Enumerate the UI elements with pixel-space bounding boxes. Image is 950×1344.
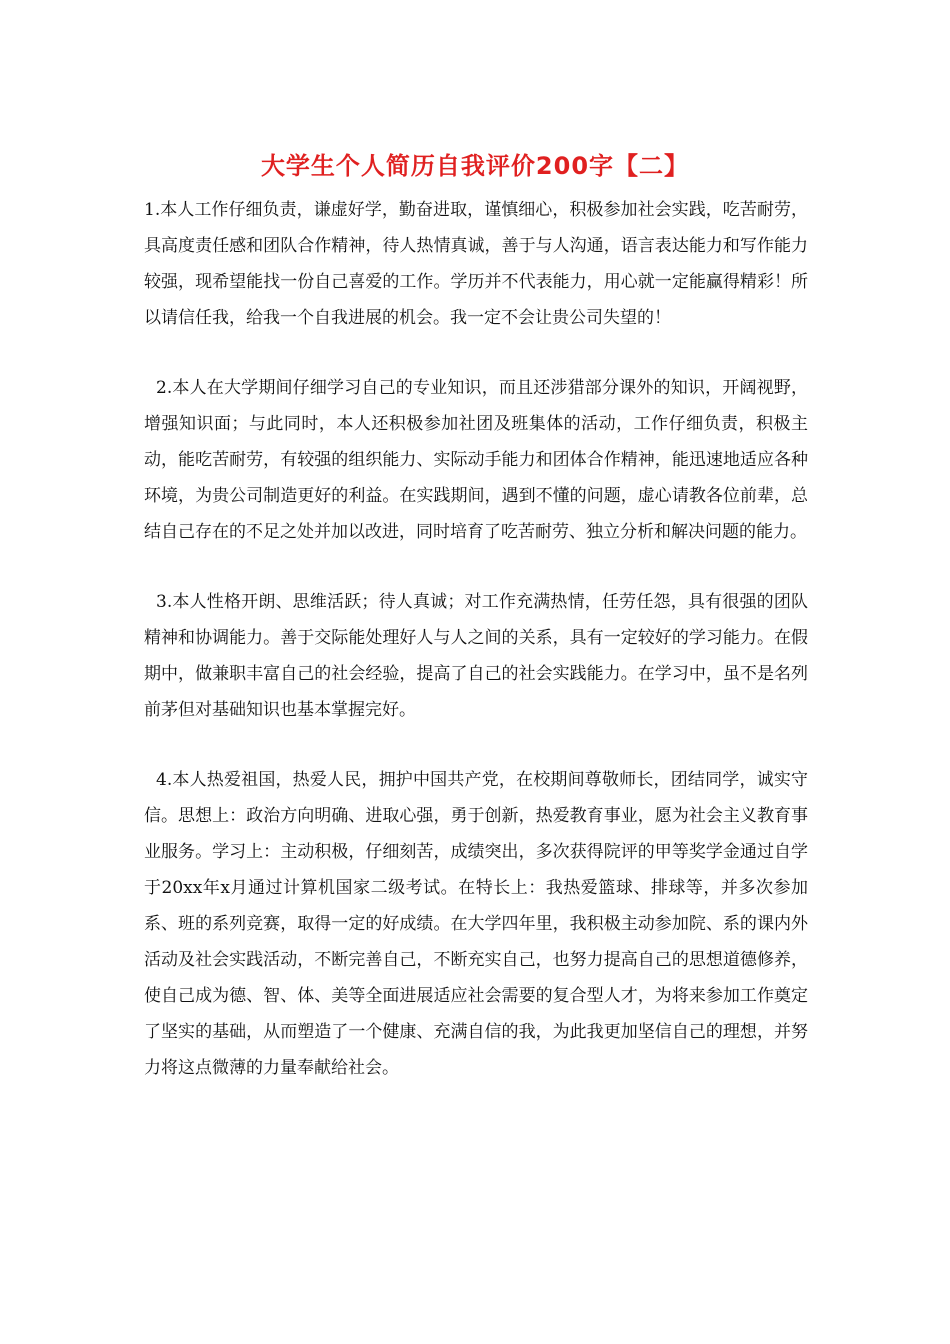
document-body <box>144 192 808 1120</box>
paragraph-2: 2.本人在大学期间仔细学习自己的专业知识，而且还涉猎部分课外的知识，开阔视野，增强知识面；与此同时，本人还积极参加社团及班集体的活动，工作仔细负责，积极主动，能吃苦耐劳，有较强的组织能力、实际动手能力和团体合作精神，能迅速地适应各种环境，为贵公司制造更好的利益。在实践期间，遇到不懂的问题，虚心请教各位前辈，总结自己存在的不足之处并加以改进，同时培育了吃苦耐劳、独立分析和解决问题的能力。 <box>144 378 808 542</box>
document-title: 大学生个人简历自我评价200字【二】 <box>260 152 690 180</box>
paragraph-3: 3.本人性格开朗、思维活跃；待人真诚；对工作充满热情，任劳任怨，具有很强的团队精神和协调能力。善于交际能处理好人与人之间的关系，具有一定较好的学习能力。在假期中，做兼职丰富自己的社会经验，提高了自己的社会实践能力。在学习中，虽不是名列前茅但对基础知识也基本掌握完好。 <box>144 592 808 720</box>
paragraph-1: 1.本人工作仔细负责，谦虚好学，勤奋进取，谨慎细心，积极参加社会实践，吃苦耐劳，具高度责任感和团队合作精神，待人热情真诚，善于与人沟通，语言表达能力和写作能力较强，现希望能找一份自己喜爱的工作。学历并不代表能力，用心就一定能赢得精彩！所以请信任我，给我一个自我进展的机会。我一定不会让贵公司失望的！ <box>144 200 808 328</box>
paragraph-4: 4.本人热爱祖国，热爱人民，拥护中国共产党，在校期间尊敬师长，团结同学，诚实守信。思想上：政治方向明确、进取心强，勇于创新，热爱教育事业，愿为社会主义教育事业服务。学习上：主动积极，仔细刻苦，成绩突出，多次获得院评的甲等奖学金通过自学于20xx年x月通过计算机国家二级考试。在特长上：我热爱篮球、排球等，并多次参加系、班的系列竞赛，取得一定的好成绩。在大学四年里，我积极主动参加院、系的课内外活动及社会实践活动，不断完善自己，不断充实自己，也努力提高自己的思想道德修养，使自己成为德、智、体、美等全面进展适应社会需要的复合型人才，为将来参加工作奠定了坚实的基础，从而塑造了一个健康、充满自信的我，为此我更加坚信自己的理想，并努力将这点微薄的力量奉献给社会。 <box>144 770 808 1078</box>
